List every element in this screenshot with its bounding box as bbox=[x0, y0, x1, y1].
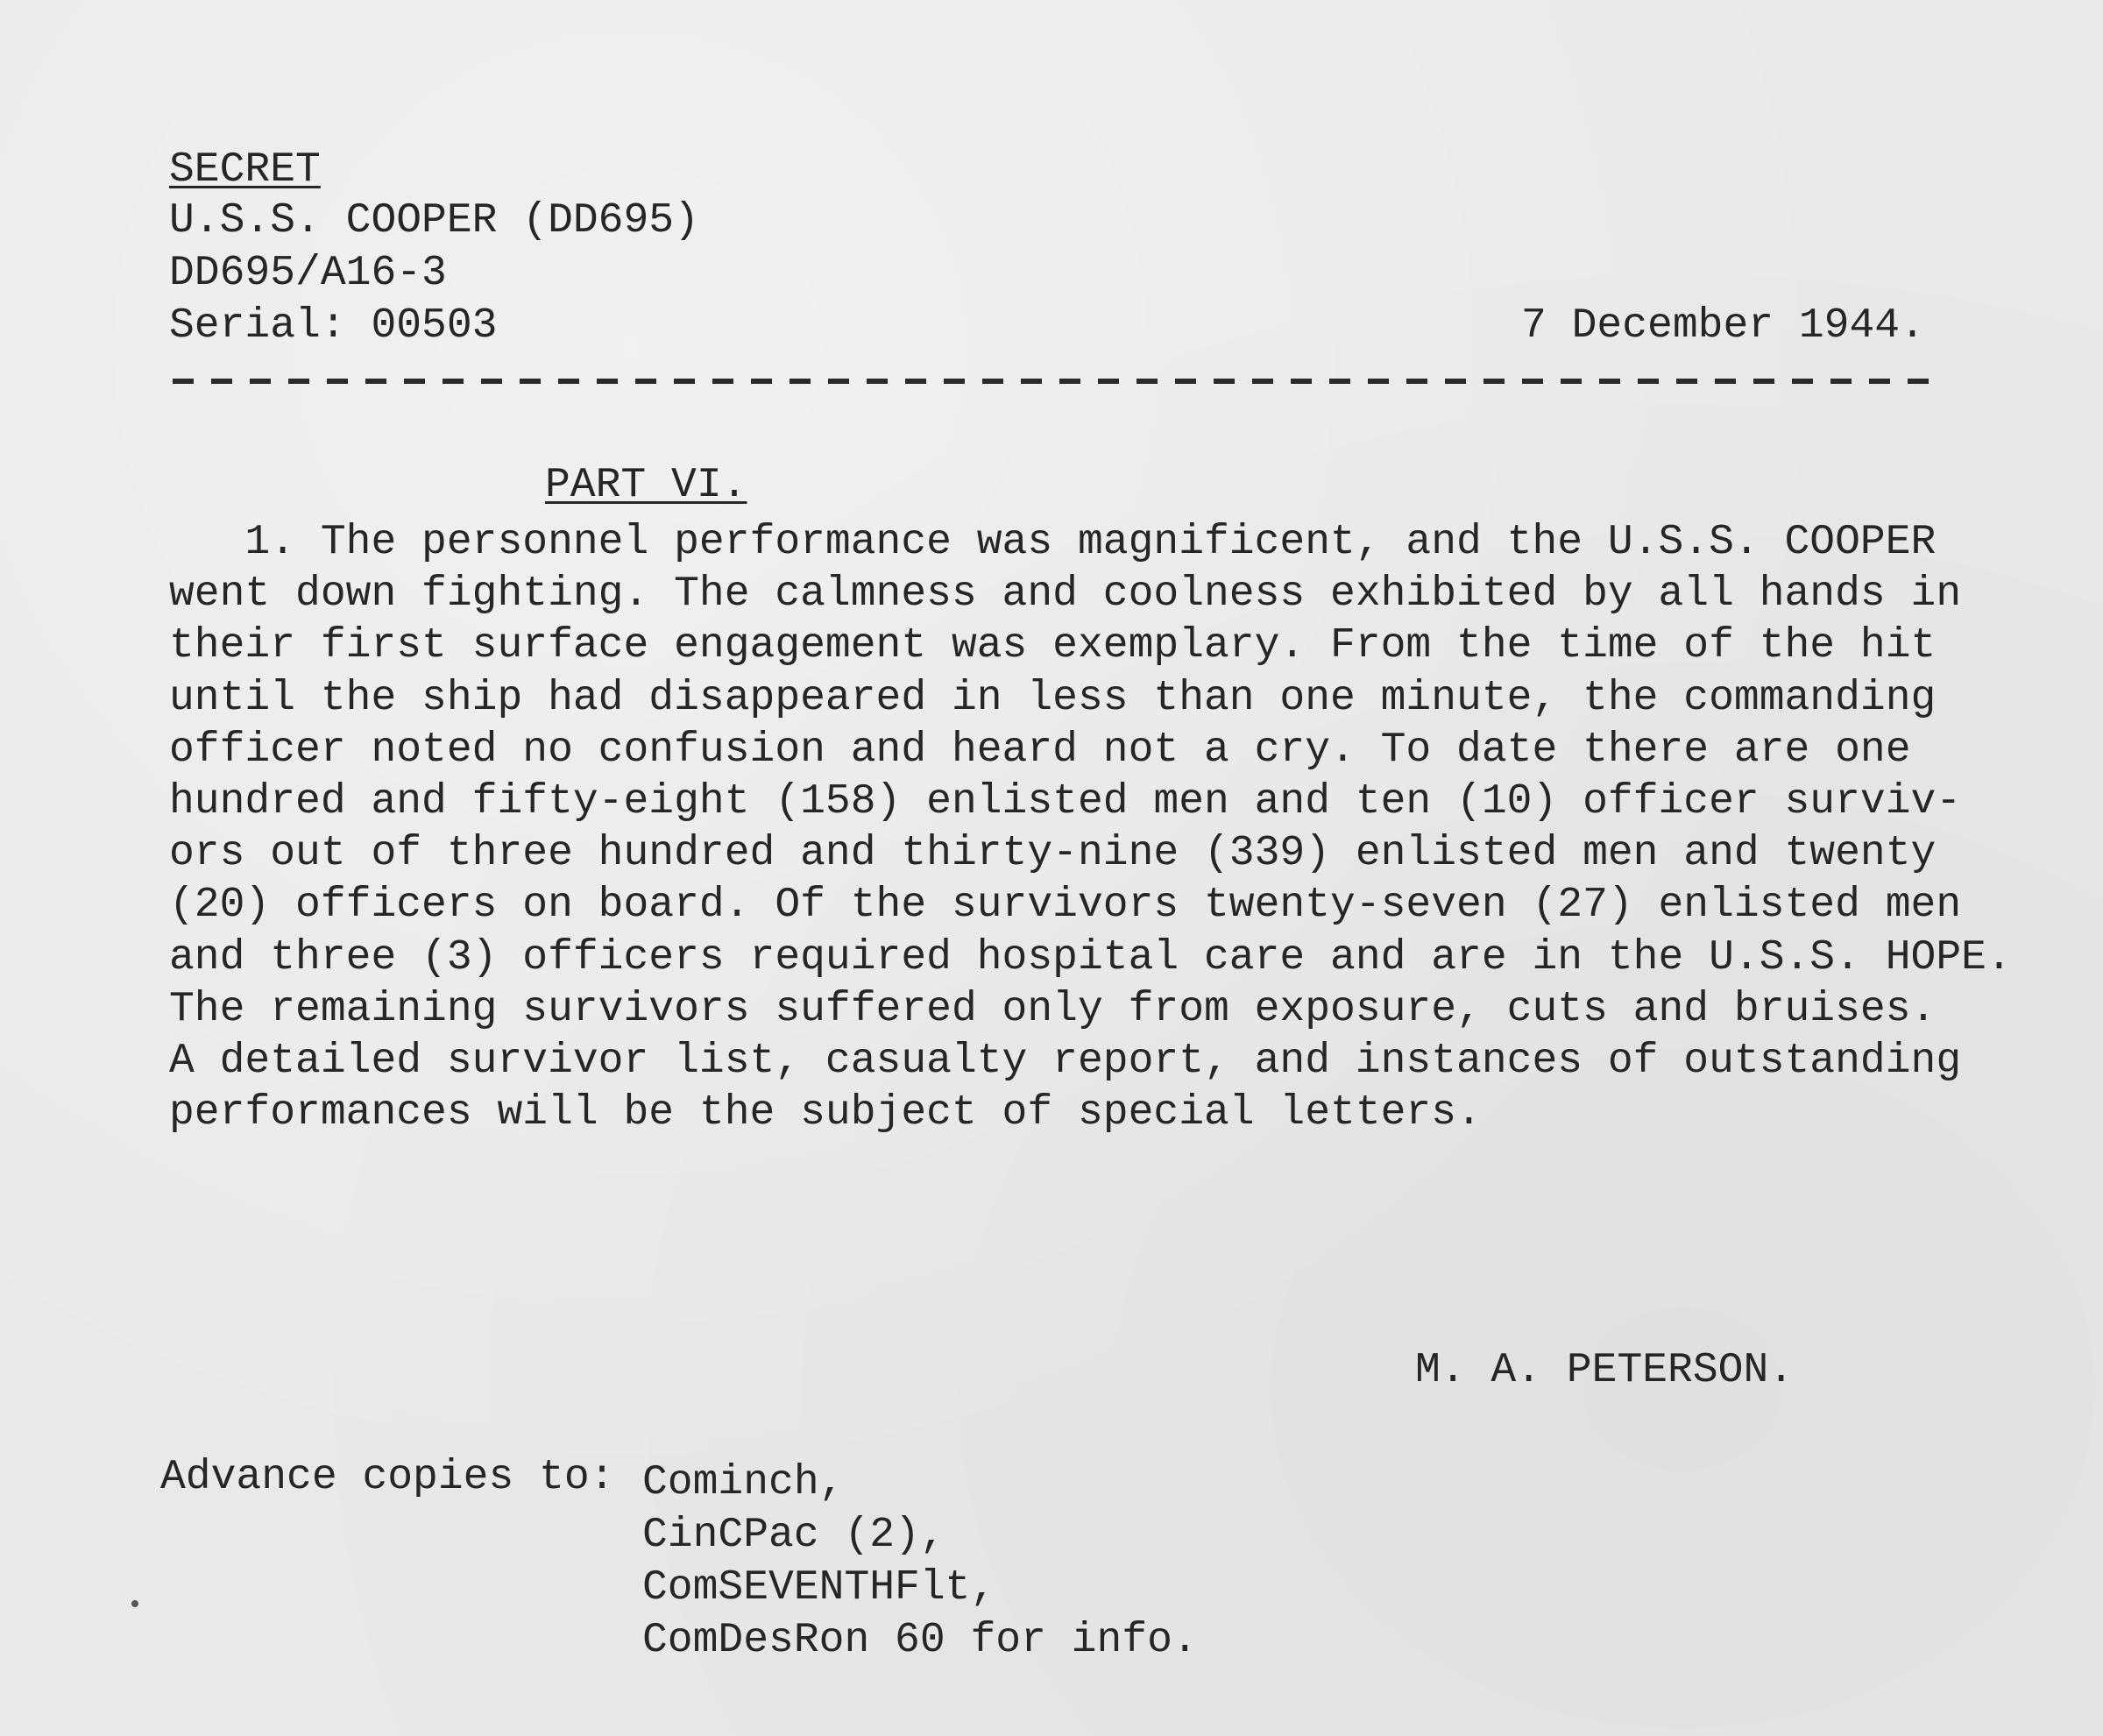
body-line: 1. The personnel performance was magnificent, and the U.S.S. COOPER bbox=[169, 519, 1937, 566]
body-line: officer noted no confusion and heard not a cry. To date there are one bbox=[169, 726, 1911, 774]
serial-number: Serial: 00503 bbox=[169, 302, 498, 350]
classification-marking: SECRET bbox=[169, 146, 321, 194]
body-line: The remaining survivors suffered only from exposure, cuts and bruises. bbox=[169, 985, 1937, 1033]
recipient-item: ComSEVENTHFlt, bbox=[642, 1564, 996, 1612]
body-line: A detailed survivor list, casualty report, and instances of outstanding bbox=[169, 1038, 1962, 1086]
paper-speck bbox=[131, 1600, 138, 1607]
body-line: ors out of three hundred and thirty-nine (339) enlisted men and twenty bbox=[169, 830, 1937, 878]
body-line: went down fighting. The calmness and coolness exhibited by all hands in bbox=[169, 570, 1962, 619]
body-paragraph bbox=[169, 517, 2012, 1139]
part-heading: PART VI. bbox=[545, 462, 747, 509]
recipient-item: CinCPac (2), bbox=[642, 1512, 945, 1559]
document-date: 7 December 1944. bbox=[1521, 302, 1925, 350]
ship-name: U.S.S. COOPER (DD695) bbox=[169, 197, 699, 244]
body-line: (20) officers on board. Of the survivors twenty-seven (27) enlisted men bbox=[169, 882, 1962, 930]
file-reference: DD695/A16-3 bbox=[169, 250, 447, 297]
body-line: until the ship had disappeared in less than one minute, the commanding bbox=[169, 674, 1937, 722]
body-line: hundred and fifty-eight (158) enlisted men and ten (10) officer surviv- bbox=[169, 778, 1962, 826]
recipient-item: Cominch, bbox=[642, 1459, 845, 1506]
advance-copies-label: Advance copies to: bbox=[160, 1454, 615, 1501]
signature-name: M. A. PETERSON. bbox=[1415, 1347, 1795, 1394]
advance-copies-list bbox=[642, 1456, 1198, 1667]
body-line: their first surface engagement was exemplary. From the time of the hit bbox=[169, 622, 1937, 670]
dashed-divider bbox=[173, 379, 1943, 384]
body-line: and three (3) officers required hospital care and are in the U.S.S. HOPE. bbox=[169, 933, 2012, 981]
body-line: performances will be the subject of special letters. bbox=[169, 1089, 1482, 1137]
recipient-item: ComDesRon 60 for info. bbox=[642, 1617, 1198, 1664]
